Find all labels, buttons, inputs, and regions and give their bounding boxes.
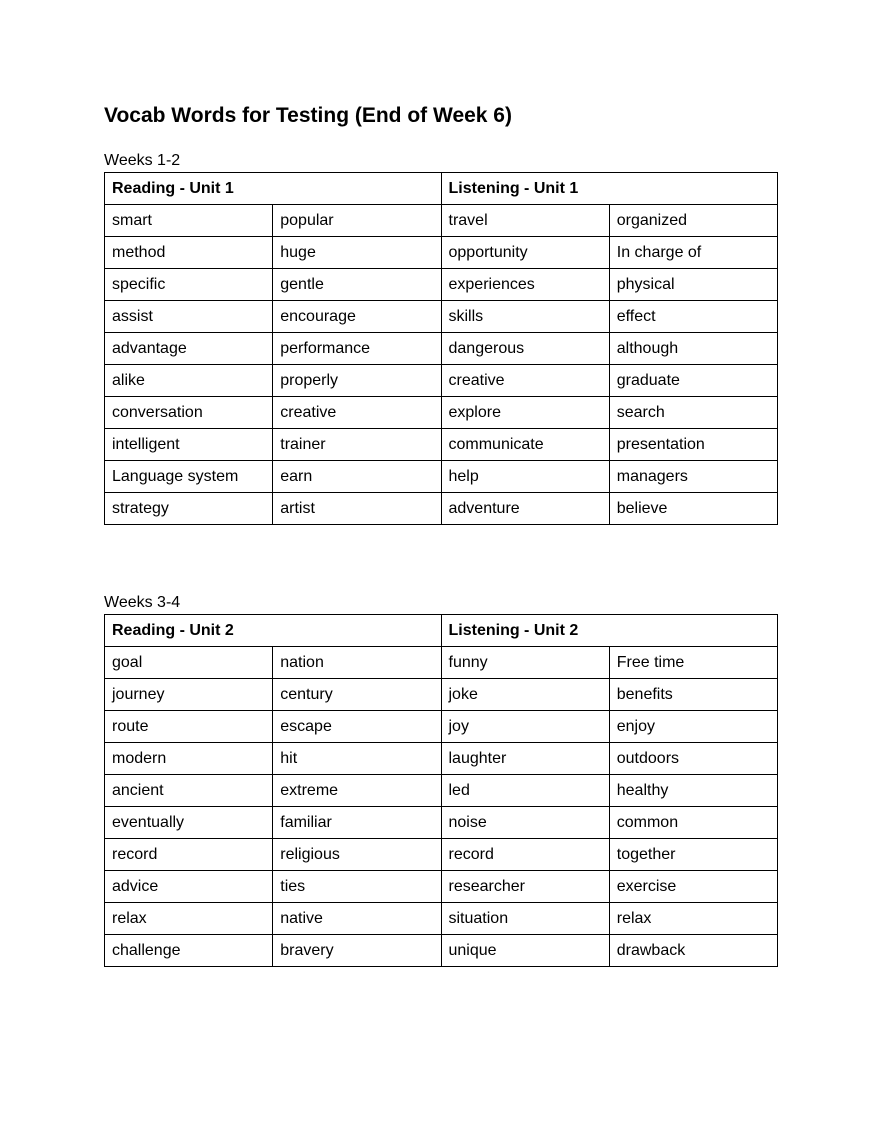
table-cell: graduate bbox=[609, 365, 777, 397]
table-row bbox=[105, 397, 778, 429]
table-cell: specific bbox=[105, 269, 273, 301]
table-cell: although bbox=[609, 333, 777, 365]
table-cell: outdoors bbox=[609, 743, 777, 775]
table-cell: religious bbox=[273, 839, 441, 871]
table-cell: enjoy bbox=[609, 711, 777, 743]
table-row bbox=[105, 743, 778, 775]
table-row bbox=[105, 807, 778, 839]
table-cell: organized bbox=[609, 205, 777, 237]
table-cell: method bbox=[105, 237, 273, 269]
table-row bbox=[105, 711, 778, 743]
table-cell: laughter bbox=[441, 743, 609, 775]
section-label-weeks-3-4: Weeks 3-4 bbox=[104, 594, 181, 611]
table-cell: researcher bbox=[441, 871, 609, 903]
table-cell: assist bbox=[105, 301, 273, 333]
table-cell: extreme bbox=[273, 775, 441, 807]
table-cell: nation bbox=[273, 647, 441, 679]
table-cell: bravery bbox=[273, 935, 441, 967]
table-cell: advantage bbox=[105, 333, 273, 365]
table-row bbox=[105, 935, 778, 967]
table-cell: help bbox=[441, 461, 609, 493]
table-cell: adventure bbox=[441, 493, 609, 525]
table-row bbox=[105, 839, 778, 871]
table-cell: skills bbox=[441, 301, 609, 333]
table-cell: noise bbox=[441, 807, 609, 839]
table-cell: intelligent bbox=[105, 429, 273, 461]
table-cell: huge bbox=[273, 237, 441, 269]
table-cell: record bbox=[441, 839, 609, 871]
table-cell: explore bbox=[441, 397, 609, 429]
table-header-row bbox=[105, 173, 778, 205]
listening-unit-header: Listening - Unit 2 bbox=[441, 615, 778, 647]
table-cell: strategy bbox=[105, 493, 273, 525]
table-cell: advice bbox=[105, 871, 273, 903]
table-cell: believe bbox=[609, 493, 777, 525]
table-cell: modern bbox=[105, 743, 273, 775]
table-cell: challenge bbox=[105, 935, 273, 967]
table-cell: search bbox=[609, 397, 777, 429]
table-cell: effect bbox=[609, 301, 777, 333]
table-cell: drawback bbox=[609, 935, 777, 967]
table-row bbox=[105, 493, 778, 525]
table-cell: hit bbox=[273, 743, 441, 775]
table-cell: relax bbox=[105, 903, 273, 935]
table-row bbox=[105, 333, 778, 365]
vocab-table-weeks-3-4 bbox=[104, 614, 778, 967]
table-cell: century bbox=[273, 679, 441, 711]
table-cell: opportunity bbox=[441, 237, 609, 269]
table-cell: eventually bbox=[105, 807, 273, 839]
table-cell: managers bbox=[609, 461, 777, 493]
table-cell: native bbox=[273, 903, 441, 935]
table-row bbox=[105, 871, 778, 903]
table-row bbox=[105, 301, 778, 333]
table-cell: trainer bbox=[273, 429, 441, 461]
table-cell: healthy bbox=[609, 775, 777, 807]
table-cell: common bbox=[609, 807, 777, 839]
table-row bbox=[105, 269, 778, 301]
table-cell: experiences bbox=[441, 269, 609, 301]
table-cell: alike bbox=[105, 365, 273, 397]
table-cell: ties bbox=[273, 871, 441, 903]
table-cell: exercise bbox=[609, 871, 777, 903]
table-cell: communicate bbox=[441, 429, 609, 461]
table-cell: creative bbox=[441, 365, 609, 397]
table-cell: unique bbox=[441, 935, 609, 967]
table-row bbox=[105, 461, 778, 493]
table-cell: In charge of bbox=[609, 237, 777, 269]
table-cell: led bbox=[441, 775, 609, 807]
table-cell: funny bbox=[441, 647, 609, 679]
table-cell: properly bbox=[273, 365, 441, 397]
table-cell: smart bbox=[105, 205, 273, 237]
table-cell: escape bbox=[273, 711, 441, 743]
table-cell: ancient bbox=[105, 775, 273, 807]
table-row bbox=[105, 429, 778, 461]
table-cell: goal bbox=[105, 647, 273, 679]
table-cell: creative bbox=[273, 397, 441, 429]
table-row bbox=[105, 775, 778, 807]
table-cell: route bbox=[105, 711, 273, 743]
table-cell: joy bbox=[441, 711, 609, 743]
page-title: Vocab Words for Testing (End of Week 6) bbox=[104, 104, 512, 127]
table-cell: joke bbox=[441, 679, 609, 711]
table-cell: together bbox=[609, 839, 777, 871]
table-row bbox=[105, 365, 778, 397]
table-cell: encourage bbox=[273, 301, 441, 333]
table-row bbox=[105, 679, 778, 711]
vocab-table-weeks-1-2 bbox=[104, 172, 778, 525]
table-cell: journey bbox=[105, 679, 273, 711]
table-row bbox=[105, 205, 778, 237]
table-cell: travel bbox=[441, 205, 609, 237]
reading-unit-header: Reading - Unit 2 bbox=[105, 615, 442, 647]
section-label-weeks-1-2: Weeks 1-2 bbox=[104, 152, 181, 169]
table-cell: benefits bbox=[609, 679, 777, 711]
table-header-row bbox=[105, 615, 778, 647]
table-row bbox=[105, 647, 778, 679]
table-cell: earn bbox=[273, 461, 441, 493]
table-cell: Free time bbox=[609, 647, 777, 679]
table-cell: conversation bbox=[105, 397, 273, 429]
table-cell: artist bbox=[273, 493, 441, 525]
table-cell: presentation bbox=[609, 429, 777, 461]
table-cell: dangerous bbox=[441, 333, 609, 365]
table-row bbox=[105, 237, 778, 269]
listening-unit-header: Listening - Unit 1 bbox=[441, 173, 778, 205]
table-cell: gentle bbox=[273, 269, 441, 301]
reading-unit-header: Reading - Unit 1 bbox=[105, 173, 442, 205]
table-cell: situation bbox=[441, 903, 609, 935]
table-cell: familiar bbox=[273, 807, 441, 839]
table-cell: record bbox=[105, 839, 273, 871]
table-cell: performance bbox=[273, 333, 441, 365]
table-cell: physical bbox=[609, 269, 777, 301]
table-cell: Language system bbox=[105, 461, 273, 493]
table-row bbox=[105, 903, 778, 935]
table-cell: relax bbox=[609, 903, 777, 935]
table-cell: popular bbox=[273, 205, 441, 237]
